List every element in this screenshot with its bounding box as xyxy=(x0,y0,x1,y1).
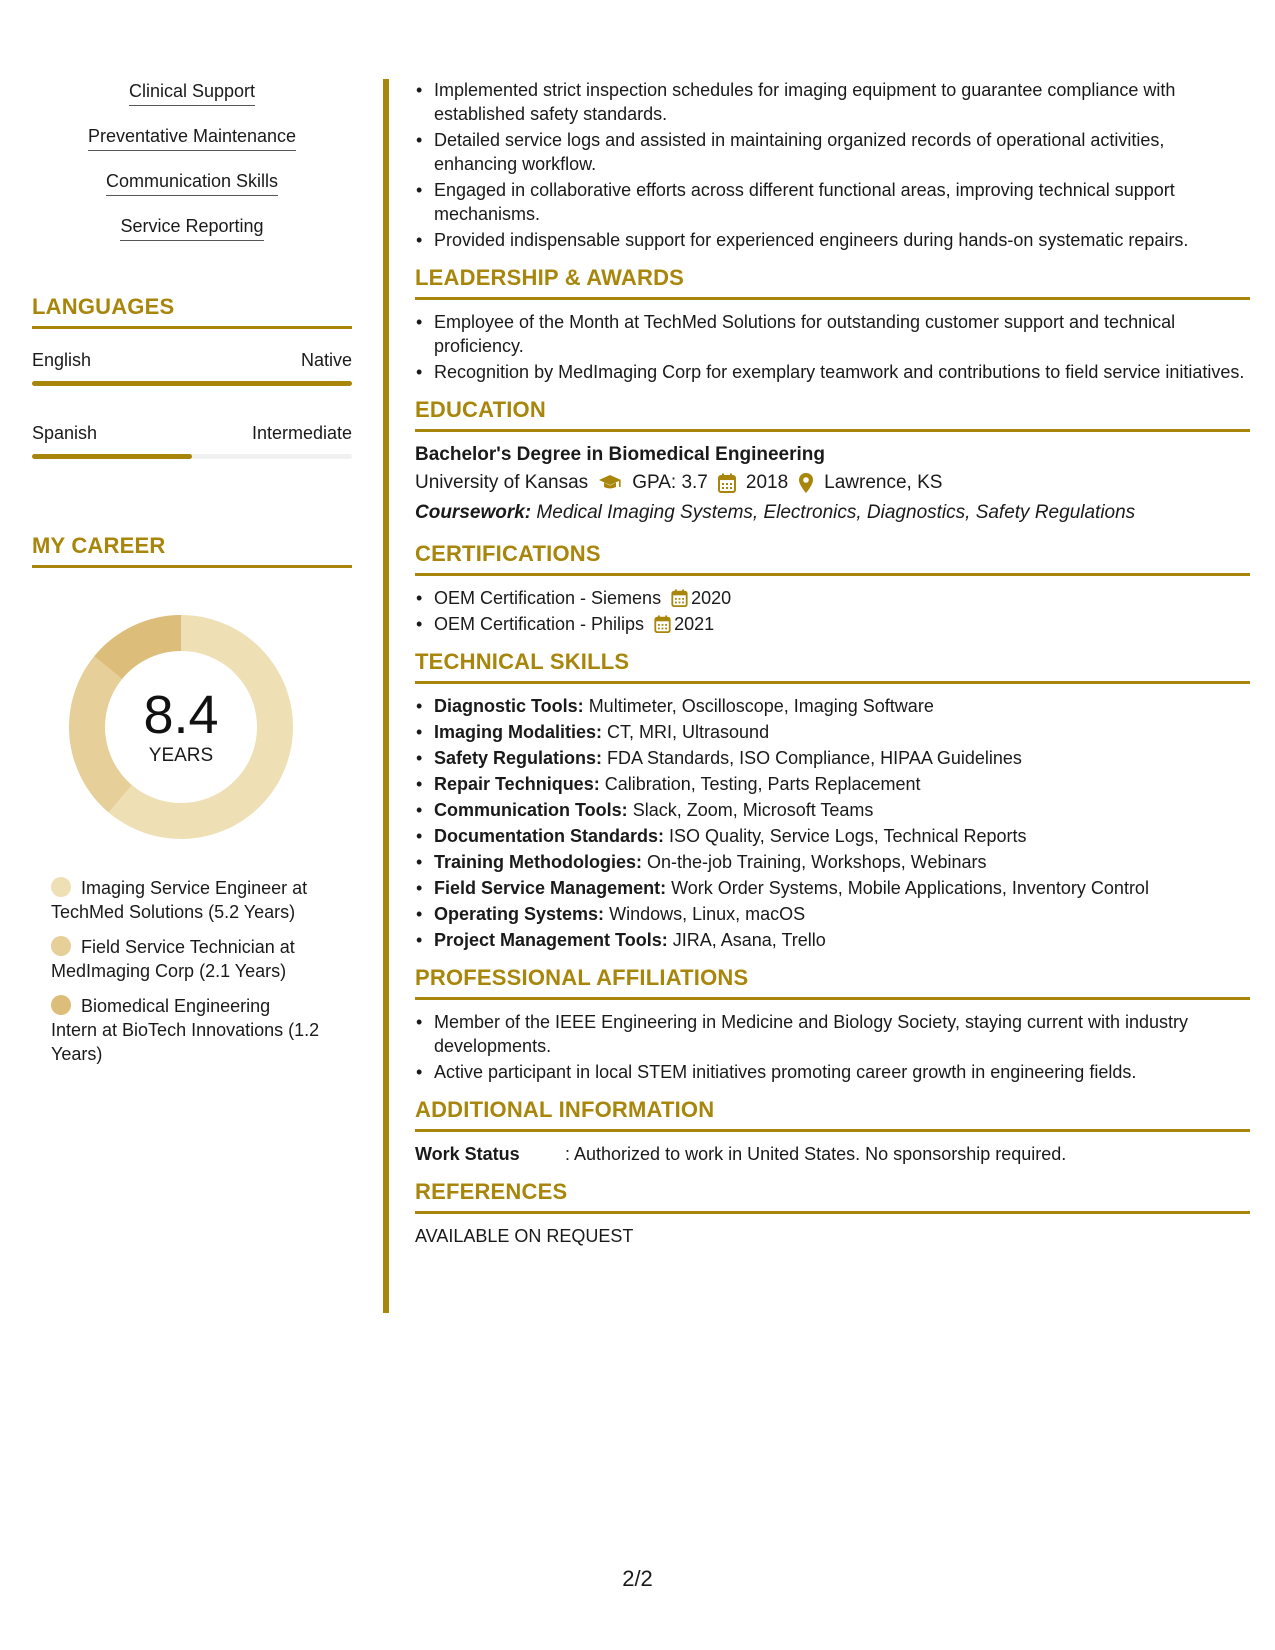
skill-value: FDA Standards, ISO Compliance, HIPAA Guidelines xyxy=(607,748,1022,768)
skill-value: Multimeter, Oscilloscope, Imaging Software xyxy=(588,696,934,716)
career-legend-item xyxy=(51,994,321,1066)
skill-value: Windows, Linux, macOS xyxy=(609,904,806,924)
column-divider xyxy=(383,79,389,1313)
skill-value: JIRA, Asana, Trello xyxy=(672,930,826,950)
calendar-icon xyxy=(654,615,671,633)
career-legend-label: Biomedical Engineering Intern at BioTech Innovations (1.2 Years) xyxy=(51,996,320,1064)
language-row xyxy=(32,422,352,459)
skill-item xyxy=(415,902,1250,926)
skill-value: Slack, Zoom, Microsoft Teams xyxy=(632,800,874,820)
experience-bullet: • Implemented strict inspection schedules for imaging equipment to guarantee compliance with established safety standards. xyxy=(415,78,1250,126)
experience-bullet: • Provided indispensable support for experienced engineers during hands-on systematic repairs. xyxy=(415,228,1250,252)
education-section xyxy=(415,397,1250,528)
calendar-icon xyxy=(718,473,736,493)
skill-value: Calibration, Testing, Parts Replacement xyxy=(604,774,921,794)
education-title: EDUCATION xyxy=(415,397,1250,432)
graduation-cap-icon xyxy=(598,473,622,493)
language-name: English xyxy=(32,350,92,370)
experience-bullet: • Engaged in collaborative efforts across different functional areas, improving technical support mechanisms. xyxy=(415,178,1250,226)
left-column xyxy=(32,80,352,1077)
references-title: REFERENCES xyxy=(415,1179,1250,1214)
education-location: Lawrence, KS xyxy=(824,472,943,493)
experience-bullets xyxy=(415,78,1250,252)
skill-tag: Preventative Maintenance xyxy=(88,125,296,151)
career-legend-label: Imaging Service Engineer at TechMed Solutions (5.2 Years) xyxy=(51,878,308,922)
page-number: 2/2 xyxy=(622,1566,653,1591)
experience-bullet: • Detailed service logs and assisted in maintaining organized records of operational activities, enhancing workflow. xyxy=(415,128,1250,176)
skill-item xyxy=(415,850,1250,874)
skill-label: Communication Tools: xyxy=(434,800,628,820)
skill-label: Safety Regulations: xyxy=(434,748,603,768)
coursework-value: Medical Imaging Systems, Electronics, Diagnostics, Safety Regulations xyxy=(536,502,1136,523)
legend-dot-icon xyxy=(51,995,71,1015)
career-legend-label: Field Service Technician at MedImaging Corp (2.1 Years) xyxy=(51,937,295,981)
affiliations-section xyxy=(415,965,1250,1084)
language-bar-fill xyxy=(32,381,352,386)
education-year: 2018 xyxy=(745,472,789,493)
skill-label: Field Service Management: xyxy=(434,878,667,898)
legend-dot-icon xyxy=(51,936,71,956)
certification-name: OEM Certification - Philips xyxy=(434,614,645,634)
technical-skills-title: TECHNICAL SKILLS xyxy=(415,649,1250,684)
references-section xyxy=(415,1179,1250,1248)
work-status-label: Work Status xyxy=(415,1144,520,1164)
certifications-section xyxy=(415,541,1250,636)
career-title: MY CAREER xyxy=(32,533,352,568)
coursework-label: Coursework: xyxy=(415,502,532,523)
education-school: University of Kansas xyxy=(415,472,589,493)
career-unit: YEARS xyxy=(148,745,214,766)
career-legend xyxy=(32,876,352,1066)
right-column xyxy=(415,78,1250,1248)
award-item: • Employee of the Month at TechMed Solutions for outstanding customer support and technical proficiency. xyxy=(415,310,1250,358)
skill-value: ISO Quality, Service Logs, Technical Reports xyxy=(669,826,1027,846)
technical-skills-section xyxy=(415,649,1250,952)
skill-tag: Service Reporting xyxy=(120,215,263,241)
skill-item xyxy=(415,928,1250,952)
skill-item xyxy=(415,746,1250,770)
affiliation-item: • Member of the IEEE Engineering in Medicine and Biology Society, staying current with industry developments. xyxy=(415,1010,1250,1058)
references-text: AVAILABLE ON REQUEST xyxy=(415,1226,634,1246)
skill-label: Project Management Tools: xyxy=(434,930,668,950)
language-row xyxy=(32,349,352,386)
leadership-title: LEADERSHIP & AWARDS xyxy=(415,265,1250,300)
languages-section xyxy=(32,294,352,459)
certifications-title: CERTIFICATIONS xyxy=(415,541,1250,576)
leadership-section xyxy=(415,265,1250,384)
skill-label: Documentation Standards: xyxy=(434,826,665,846)
language-bar-fill xyxy=(32,454,192,459)
affiliation-item: • Active participant in local STEM initiatives promoting career growth in engineering fields. xyxy=(415,1060,1250,1084)
language-level: Intermediate xyxy=(251,423,352,443)
career-donut xyxy=(66,612,296,842)
additional-info-row xyxy=(415,1142,1250,1166)
language-bar xyxy=(32,454,352,459)
work-status-value: : Authorized to work in United States. No sponsorship required. xyxy=(565,1144,1067,1164)
skill-tag: Communication Skills xyxy=(106,170,278,196)
certification-item xyxy=(415,612,1250,636)
skill-value: CT, MRI, Ultrasound xyxy=(607,722,770,742)
skill-value: Work Order Systems, Mobile Applications, Inventory Control xyxy=(671,878,1149,898)
certification-item xyxy=(415,586,1250,610)
skill-item xyxy=(415,720,1250,744)
skill-label: Imaging Modalities: xyxy=(434,722,603,742)
additional-info-section xyxy=(415,1097,1250,1166)
language-name: Spanish xyxy=(32,423,98,443)
skill-label: Operating Systems: xyxy=(434,904,605,924)
skill-tag: Clinical Support xyxy=(129,80,255,106)
languages-title: LANGUAGES xyxy=(32,294,352,329)
skill-label: Repair Techniques: xyxy=(434,774,600,794)
language-level: Native xyxy=(300,350,352,370)
legend-dot-icon xyxy=(51,877,71,897)
additional-info-title: ADDITIONAL INFORMATION xyxy=(415,1097,1250,1132)
skill-item xyxy=(415,798,1250,822)
skill-item xyxy=(415,772,1250,796)
education-degree: Bachelor's Degree in Biomedical Engineering xyxy=(415,444,825,465)
skill-item xyxy=(415,876,1250,900)
career-legend-item xyxy=(51,876,321,924)
education-coursework xyxy=(415,498,1250,528)
affiliations-title: PROFESSIONAL AFFILIATIONS xyxy=(415,965,1250,1000)
skill-tags xyxy=(32,80,352,260)
skill-label: Diagnostic Tools: xyxy=(434,696,584,716)
education-details xyxy=(415,468,1250,498)
certification-year: 2021 xyxy=(674,614,715,634)
career-section xyxy=(32,533,352,1066)
certification-year: 2020 xyxy=(691,588,732,608)
certification-name: OEM Certification - Siemens xyxy=(434,588,662,608)
skill-item xyxy=(415,694,1250,718)
location-pin-icon xyxy=(798,472,814,494)
award-item: • Recognition by MedImaging Corp for exemplary teamwork and contributions to field service initiatives. xyxy=(415,360,1250,384)
language-bar xyxy=(32,381,352,386)
career-total: 8.4 xyxy=(143,685,219,745)
skill-value: On-the-job Training, Workshops, Webinars xyxy=(647,852,987,872)
education-gpa: GPA: 3.7 xyxy=(632,472,708,493)
calendar-icon xyxy=(671,589,688,607)
skill-item xyxy=(415,824,1250,848)
career-legend-item xyxy=(51,935,321,983)
skill-label: Training Methodologies: xyxy=(434,852,642,872)
